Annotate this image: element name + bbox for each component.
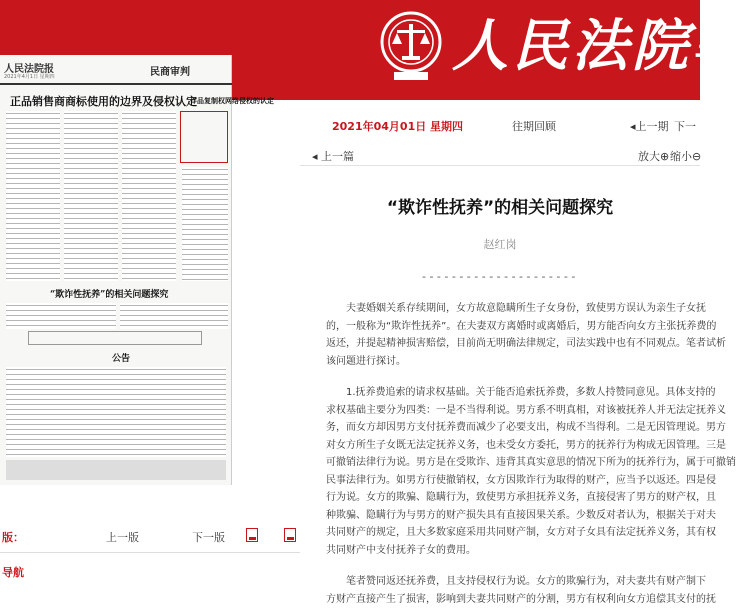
next-issue-link[interactable]: 下一 xyxy=(674,118,696,134)
article-line: 夫妻婚姻关系存续期间，女方故意隐瞒所生子女身份，致使男方误认为亲生子女抚 xyxy=(326,300,700,318)
prev-issue-link[interactable]: ◂上一期 xyxy=(630,118,669,134)
prev-issue-label: 上一期 xyxy=(636,120,669,133)
page-label: 版： xyxy=(2,529,24,545)
section-nav-heading: 导航 xyxy=(2,564,24,580)
issue-bar xyxy=(300,116,700,134)
prev-page-link[interactable]: 上一版 xyxy=(106,529,139,545)
paper-text-column xyxy=(120,303,228,329)
zoom-in-label: 放大 xyxy=(638,150,660,163)
plus-circle-icon: ⊕ xyxy=(660,150,669,163)
newspaper-brand: 人民法院報 xyxy=(452,2,752,82)
paper-section-name: 民商审判 xyxy=(150,63,190,78)
zoom-out-label: 缩小 xyxy=(670,150,692,163)
page-navigation xyxy=(0,525,300,547)
article-line: 民事法律行为。如男方行使撤销权，女方因欺诈行为取得的财产，应当予以返还。四是侵 xyxy=(326,472,700,490)
article-body xyxy=(326,300,700,579)
minus-circle-icon: ⊖ xyxy=(692,150,701,163)
paper-text-column xyxy=(6,367,226,457)
article-line: 1.抚养费追索的请求权基础。关于能否追索抚养费，多数人持赞同意见。具体支持的 xyxy=(326,384,700,402)
newspaper-page-image[interactable] xyxy=(0,55,232,485)
prev-article-link[interactable] xyxy=(312,148,354,164)
article-paragraph xyxy=(326,384,700,559)
paper-text-column xyxy=(64,111,118,281)
paper-article-highlight[interactable] xyxy=(180,111,228,163)
paper-masthead-date: 2021年4月1日 星期四 xyxy=(4,73,55,80)
article-line: 的，一般称为“欺诈性抚养”。在夫妻双方离婚时或离婚后，男方能否向女方主张抚养费的 xyxy=(326,318,700,336)
article-line: 对女方所生子女既无法定抚养义务，也未受女方委托，男方的抚养行为构成无因管理。三是 xyxy=(326,437,700,455)
article-line: 可撤销法律行为说。男方是在受欺诈、违背其真实意思的情况下所为的抚养行为，属于可撤销 xyxy=(326,454,700,472)
paper-headline-article[interactable]: “欺诈性抚养”的相关问题探究 xyxy=(50,287,168,300)
article-line: 共同财产的规定，且大多数家庭采用共同财产制，女方对子女具有法定抚养义务，其有权 xyxy=(326,524,700,542)
divider xyxy=(0,552,300,553)
paper-rule xyxy=(0,83,232,85)
article-line: 务，而女方却因男方支付抚养费而减少了必要支出，构成不当得利。二是无因管理说。男方 xyxy=(326,419,700,437)
paper-masthead: 人民法院报 xyxy=(4,60,54,75)
next-page-link[interactable]: 下一版 xyxy=(192,529,225,545)
article-paragraph xyxy=(326,300,700,370)
article-line: 该问题进行探讨。 xyxy=(326,353,700,371)
zoom-in-button[interactable] xyxy=(638,148,669,164)
article-title: “欺诈性抚养”的相关问题探究 xyxy=(300,193,700,218)
zoom-out-button[interactable] xyxy=(670,148,701,164)
article-line: 共同财产中支付抚养子女的费用。 xyxy=(326,542,700,560)
article-line: 笔者赞同返还抚养费，且支持侵权行为说。女方的欺骗行为，对夫妻共有财产制下 xyxy=(326,573,700,591)
divider xyxy=(300,165,700,166)
article-line: 返还，并提起精神损害赔偿，目前尚无明确法律规定，司法实践中也有不同观点。笔者试析 xyxy=(326,335,700,353)
article-author: 赵红岗 xyxy=(300,236,700,252)
paper-footer-block xyxy=(6,460,226,480)
past-issues-link[interactable]: 往期回顾 xyxy=(512,118,556,134)
article-line: 行为说。女方的欺骗、隐瞒行为，致使男方承担抚养义务，直接侵害了男方的财产权，且 xyxy=(326,489,700,507)
paper-headline-side[interactable]: 作品复制权网络侵权的认定 xyxy=(190,96,274,106)
article-divider: - - - - - - - - - - - - - - - - - - - - - xyxy=(422,270,575,283)
paper-text-column xyxy=(6,111,60,281)
article-line: 方财产直接产生了损害，影响到夫妻共同财产的分割，男方有权利向女方追偿其支付的抚 xyxy=(326,591,700,608)
pdf-icon[interactable] xyxy=(246,528,258,542)
paper-notice-title: 公告 xyxy=(112,351,130,364)
prev-article-label: 上一篇 xyxy=(321,150,354,163)
article-line: 种欺骗、隐瞒行为与男方的财产损失具有直接因果关系。少数反对者认为，根据关于对夫 xyxy=(326,507,700,525)
article-paragraph xyxy=(326,573,700,608)
paper-headline-main[interactable]: 正品销售商商标使用的边界及侵权认定 xyxy=(10,93,197,109)
article-navigation xyxy=(300,146,700,162)
paper-text-column xyxy=(122,111,176,281)
paper-text-column xyxy=(6,303,116,329)
paper-notice-box xyxy=(28,331,202,345)
left-arrow-icon: ◂ xyxy=(312,150,321,163)
pdf-icon[interactable] xyxy=(284,528,296,542)
article-line: 求权基础主要分为四类：一是不当得利说。男方系不明真相，对该被抚养人并无法定抚养义 xyxy=(326,402,700,420)
court-emblem-icon xyxy=(380,8,442,84)
issue-date: 2021年04月01日 星期四 xyxy=(332,118,463,134)
paper-text-column xyxy=(182,167,228,281)
